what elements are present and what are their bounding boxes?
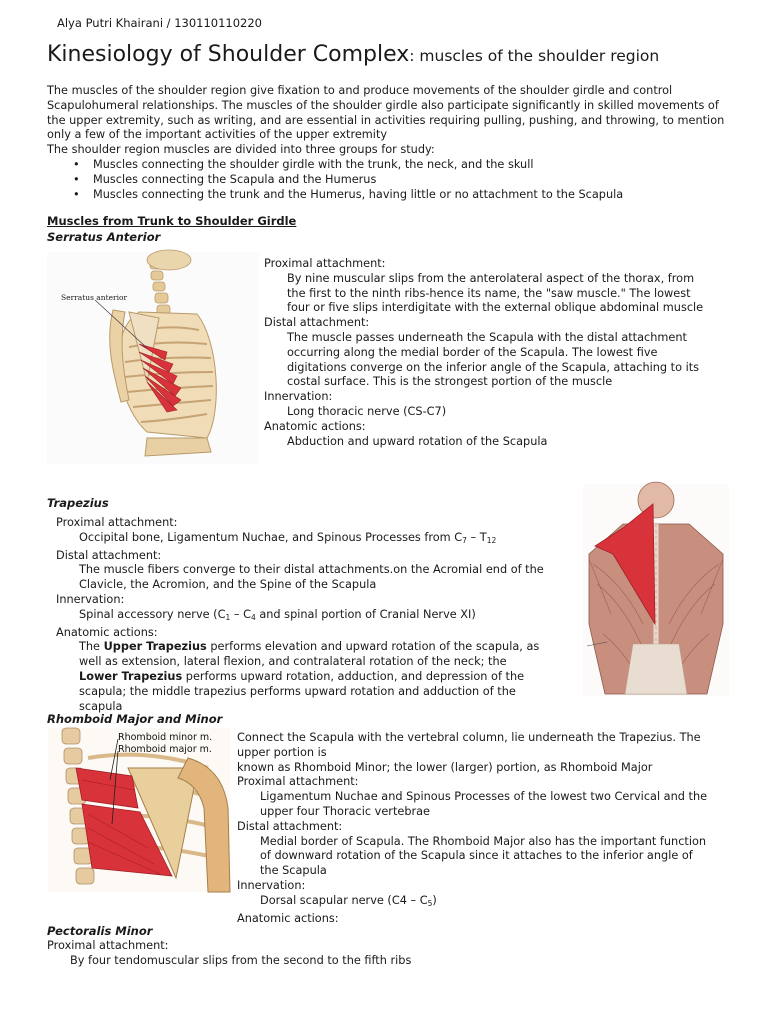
intro-section xyxy=(47,84,737,202)
groups-list xyxy=(47,158,737,202)
author-line: Alya Putri Khairani / 130110110220 xyxy=(57,16,262,30)
proximal-text: Occipital bone, Ligamentum Nuchae, and Spinous Processes from $C_7 - T_{12}$ xyxy=(79,530,497,545)
serratus-heading: Serratus Anterior xyxy=(47,230,161,244)
rhomboid-minor-label: Rhomboid minor m. xyxy=(118,732,213,743)
innervation-label: Innervation: xyxy=(237,878,306,892)
pectoralis-heading: Pectoralis Minor xyxy=(47,924,153,938)
proximal-label: Proximal attachment: xyxy=(47,939,169,952)
rhomboid-intro-cont: known as Rhomboid Minor; the lower (larger) portion, as Rhomboid Major xyxy=(237,760,653,774)
list-item: • Muscles connecting the trunk and the Humerus, having little or no attachment to the Scapula xyxy=(47,188,737,203)
proximal-text: By four tendomuscular slips from the second to the fifth ribs xyxy=(70,953,412,967)
actions-label: Anatomic actions: xyxy=(237,911,339,925)
rhomboid-image xyxy=(48,728,230,892)
actions-text: Abduction and upward rotation of the Scapula xyxy=(287,434,548,448)
trapezius-heading: Trapezius xyxy=(47,496,109,510)
distal-label: Distal attachment: xyxy=(237,819,343,833)
innervation-text: Long thoracic nerve (CS-C7) xyxy=(287,404,447,418)
serratus-image-label: Serratus anterior xyxy=(61,293,128,302)
proximal-label: Proximal attachment: xyxy=(237,775,359,789)
trapezius-details xyxy=(56,516,548,714)
rhomboid-heading: Rhomboid Major and Minor xyxy=(47,712,223,726)
distal-label: Distal attachment: xyxy=(264,316,370,330)
section-heading: Muscles from Trunk to Shoulder Girdle xyxy=(47,214,297,228)
rhomboid-intro: Connect the Scapula with the vertebral column, lie underneath the Trapezius. The upper portion is xyxy=(237,731,701,759)
distal-text: The muscle fibers converge to their distal attachments.on the Acromial end of the Clavicle, the Acromion, and the Spine of the Scapula xyxy=(79,563,544,592)
title-sub: : muscles of the shoulder region xyxy=(409,47,660,65)
list-item: • Muscles connecting the shoulder girdle with the trunk, the neck, and the skull xyxy=(47,158,737,173)
proximal-text: By nine muscular slips from the anterolateral aspect of the thorax, from the first to the ninth ribs-hence its name, the "saw muscle." The lowest four or five slips interdigitate with the external oblique abdominal muscle xyxy=(287,271,704,315)
distal-text: The muscle passes underneath the Scapula with the distal attachment occurring along the medial border of the Scapula. The lowest five digitations converge on the inferior angle of the Scapula, attaching to its costal surface. This is the strongest portion of the muscle xyxy=(287,330,700,389)
list-item: • Muscles connecting the Scapula and the Humerus xyxy=(47,173,737,188)
serratus-image xyxy=(47,252,259,464)
innervation-label: Innervation: xyxy=(264,390,333,404)
proximal-label: Proximal attachment: xyxy=(56,516,178,529)
intro-paragraph: The muscles of the shoulder region give fixation to and produce movements of the shoulder girdle and control Scapulohumeral relationships. The muscles of the shoulder girdle also participate significantly in skilled movements of the upper extremity, such as writing, and are essential in activities requiring pulling, pushing, and throwing, to mention only a few of the important activities of the upper extremity xyxy=(47,84,725,142)
page-title xyxy=(47,42,659,67)
rhomboid-image-labels xyxy=(118,732,212,755)
innervation-text: Dorsal scapular nerve $(C4 - C_5)$ xyxy=(260,893,437,908)
groups-intro: The shoulder region muscles are divided into three groups for study: xyxy=(47,143,435,157)
proximal-text: Ligamentum Nuchae and Spinous Processes of the lowest two Cervical and the upper four Thoracic vertebrae xyxy=(260,790,708,818)
rhomboid-details xyxy=(237,731,713,925)
distal-label: Distal attachment: xyxy=(56,548,162,562)
rhomboid-major-label: Rhomboid major m. xyxy=(118,743,212,755)
actions-label: Anatomic actions: xyxy=(264,419,366,433)
title-main: Kinesiology of Shoulder Complex xyxy=(47,42,410,67)
trapezius-image xyxy=(583,484,729,696)
innervation-text: Spinal accessory nerve ($C_1 - C_4$ and spinal portion of Cranial Nerve XI) xyxy=(79,607,476,622)
pectoralis-details xyxy=(47,939,707,969)
distal-text: Medial border of Scapula. The Rhomboid Major also has the important function of downward rotation of the Scapula since it attaches to the inferior angle of the Scapula xyxy=(260,834,707,878)
proximal-label: Proximal attachment: xyxy=(264,257,386,270)
serratus-details xyxy=(264,257,709,449)
actions-text: The Upper Trapezius performs elevation and upward rotation of the scapula, as well as extension, lateral flexion, and contralateral rotation of the neck; the Lower Trapezius performs upward rotation, adduction, and depression of the scapula; the middle trapezius performs upward rotation and adduction of the scapula xyxy=(79,640,540,713)
actions-label: Anatomic actions: xyxy=(56,625,158,639)
innervation-label: Innervation: xyxy=(56,592,125,606)
